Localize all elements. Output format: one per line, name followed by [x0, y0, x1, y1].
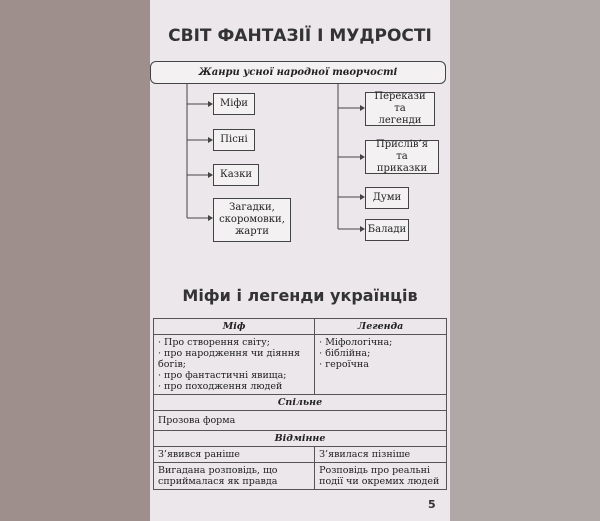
legend-cell — [315, 335, 447, 395]
diff-legend-1: З’явилася пізніше — [315, 447, 447, 463]
diagram-root: Жанри усної народної творчості — [150, 61, 446, 84]
table-header-myth: Міф — [154, 319, 315, 335]
list-item: · про походження людей — [158, 381, 310, 392]
common-header: Спільне — [154, 395, 447, 411]
genre-proverbs: Прислів’я та приказки — [365, 140, 439, 174]
genre-songs: Пісні — [213, 129, 255, 151]
common-text: Прозова форма — [154, 411, 447, 431]
list-item: · героїчна — [319, 359, 442, 370]
genre-legends: Перекази та легенди — [365, 92, 435, 126]
table-header-legend: Легенда — [315, 319, 447, 335]
genre-myths: Міфи — [213, 93, 255, 115]
list-item: · біблійна; — [319, 348, 442, 359]
genre-ballads: Балади — [365, 219, 409, 241]
section-title: Міфи і легенди українців — [182, 286, 418, 305]
list-item: · Міфологічна; — [319, 337, 442, 348]
diff-myth-2: Вигадана розповідь, що сприймалася як правда — [154, 463, 315, 490]
diff-header: Відмінне — [154, 431, 447, 447]
comparison-table — [153, 318, 447, 490]
page-number: 5 — [428, 498, 436, 511]
genre-dumy: Думи — [365, 187, 409, 209]
diff-myth-1: З’явився раніше — [154, 447, 315, 463]
list-item: · Про створення світу; — [158, 337, 310, 348]
genre-riddles: Загадки, скоромовки, жарти — [213, 198, 291, 242]
myth-cell — [154, 335, 315, 395]
page-title: СВІТ ФАНТАЗІЇ І МУДРОСТІ — [168, 26, 432, 46]
list-item: · про фантастичні явища; — [158, 370, 310, 381]
list-item: · про народження чи діяння богів; — [158, 348, 310, 370]
diff-legend-2: Розповідь про реальні події чи окремих людей — [315, 463, 447, 490]
genre-tales: Казки — [213, 164, 259, 186]
